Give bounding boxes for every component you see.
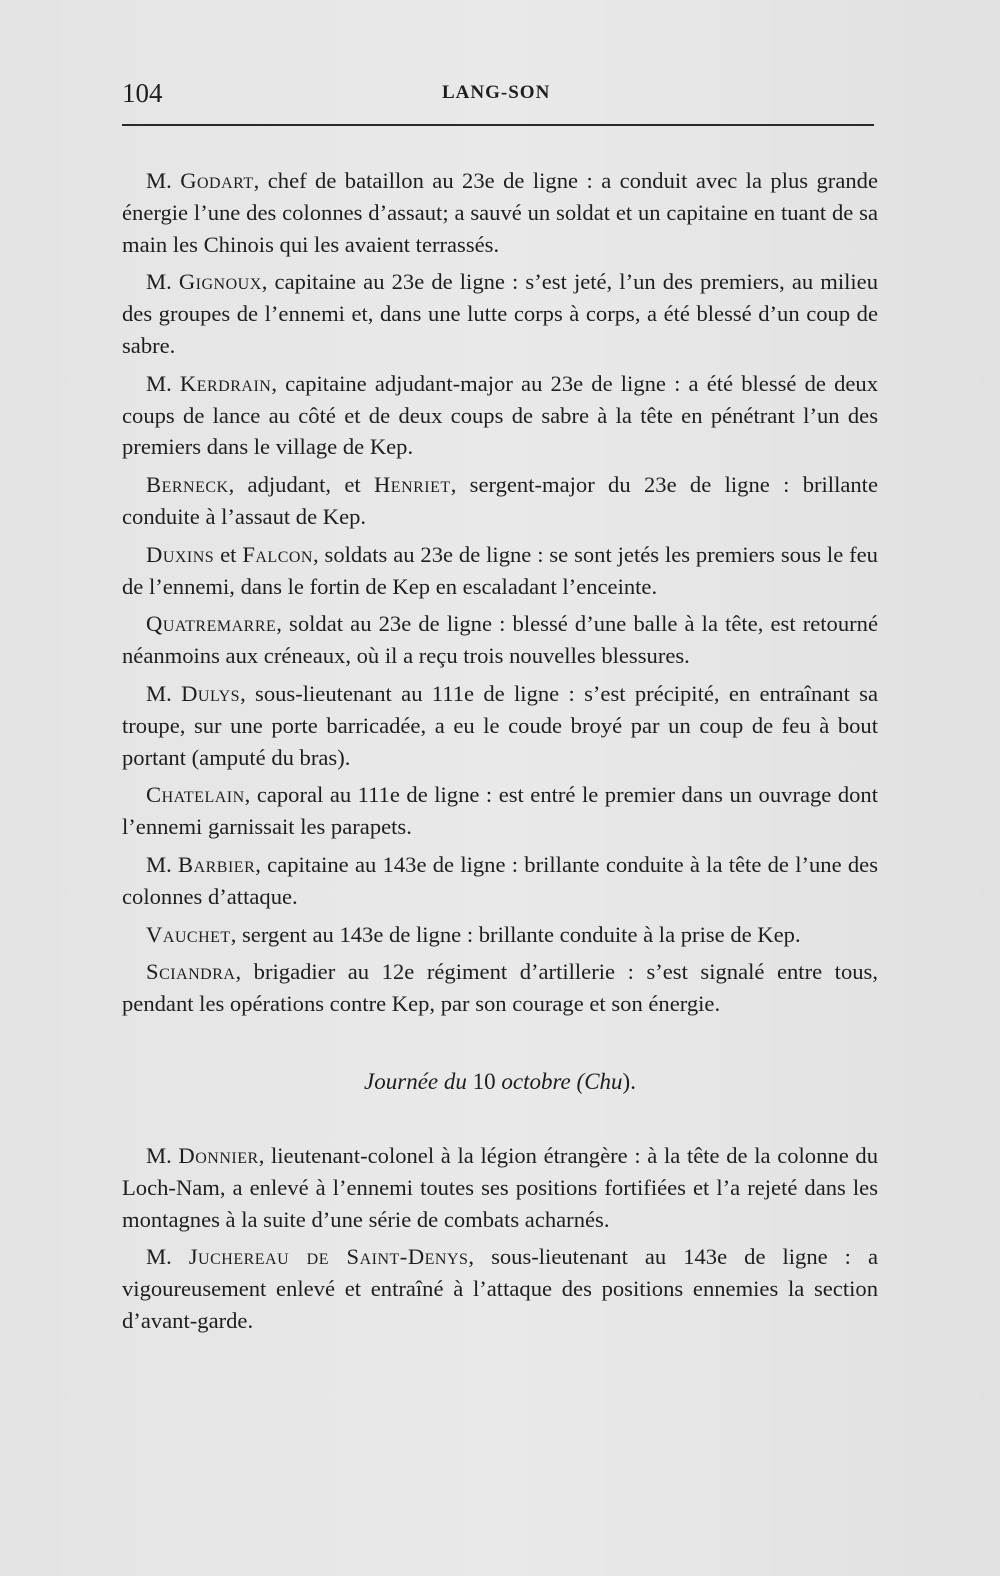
citation-entry: Quatremarre, soldat au 23e de ligne : blessé d’une balle à la tête, est retourné néanmoins aux créneaux, où il a reçu trois nouvelles blessures. xyxy=(122,611,878,669)
section-heading: Journée du 10 octobre (Chu). xyxy=(364,1068,636,1094)
citation-entry: M. Godart, chef de bataillon au 23e de ligne : a conduit avec la plus grande énergie l’une des colonnes d’assaut; a sauvé un soldat et un capitaine en tuant de sa main les Chinois qui les avaient terrassés. xyxy=(122,168,878,257)
citation-entry: Duxins et Falcon, soldats au 23e de ligne : se sont jetés les premiers sous le feu de l’ennemi, dans le fortin de Kep en escaladant l’enceinte. xyxy=(122,541,878,599)
citation-list-2 xyxy=(122,1140,878,1343)
citation-list xyxy=(122,165,878,1026)
page-number: 104 xyxy=(122,78,163,108)
page-body xyxy=(122,165,878,1343)
citation-entry: M. Barbier, capitaine au 143e de ligne : brillante conduite à la tête de l’une des colonnes d’attaque. xyxy=(122,851,878,909)
citation-entry: Vauchet, sergent au 143e de ligne : brillante conduite à la prise de Kep. xyxy=(146,921,801,947)
page-header xyxy=(122,78,874,110)
citation-entry: M. Donnier, lieutenant-colonel à la légion étrangère : à la tête de la colonne du Loch-Nam, a enlevé à l’ennemi toutes ses positions fortifiées et l’a rejeté dans les montagnes à la suite d’une série de combats acharnés. xyxy=(122,1142,878,1232)
running-title: LANG-SON xyxy=(442,82,551,103)
citation-entry: Sciandra, brigadier au 12e régiment d’artillerie : s’est signalé entre tous, pendant les opérations contre Kep, par son courage et son énergie. xyxy=(122,959,878,1017)
citation-entry: M. Kerdrain, capitaine adjudant-major au 23e de ligne : a été blessé de deux coups de lance au côté et de deux coups de sabre à la tête en pénétrant l’un des premiers dans le village de Kep. xyxy=(122,370,878,460)
citation-entry: M. Juchereau de Saint-Denys, sous-lieutenant au 143e de ligne : a vigoureusement enlevé et entraîné à l’attaque des positions ennemies la section d’avant-garde. xyxy=(122,1244,878,1333)
citation-entry: Berneck, adjudant, et Henriet, sergent-major du 23e de ligne : brillante conduite à l’assaut de Kep. xyxy=(122,472,878,529)
citation-entry: Chatelain, caporal au 111e de ligne : est entré le premier dans un ouvrage dont l’ennemi garnissait les parapets. xyxy=(122,782,878,840)
citation-entry: M. Dulys, sous-lieutenant au 111e de ligne : s’est précipité, en entraînant sa troupe, sur une porte barricadée, a eu le coude broyé par un coup de feu à bout portant (amputé du bras). xyxy=(122,680,878,770)
citation-entry: M. Gignoux, capitaine au 23e de ligne : s’est jeté, l’un des premiers, au milieu des groupes de l’ennemi et, dans une lutte corps à corps, a été blessé d’un coup de sabre. xyxy=(122,269,878,358)
header-rule xyxy=(122,124,874,126)
